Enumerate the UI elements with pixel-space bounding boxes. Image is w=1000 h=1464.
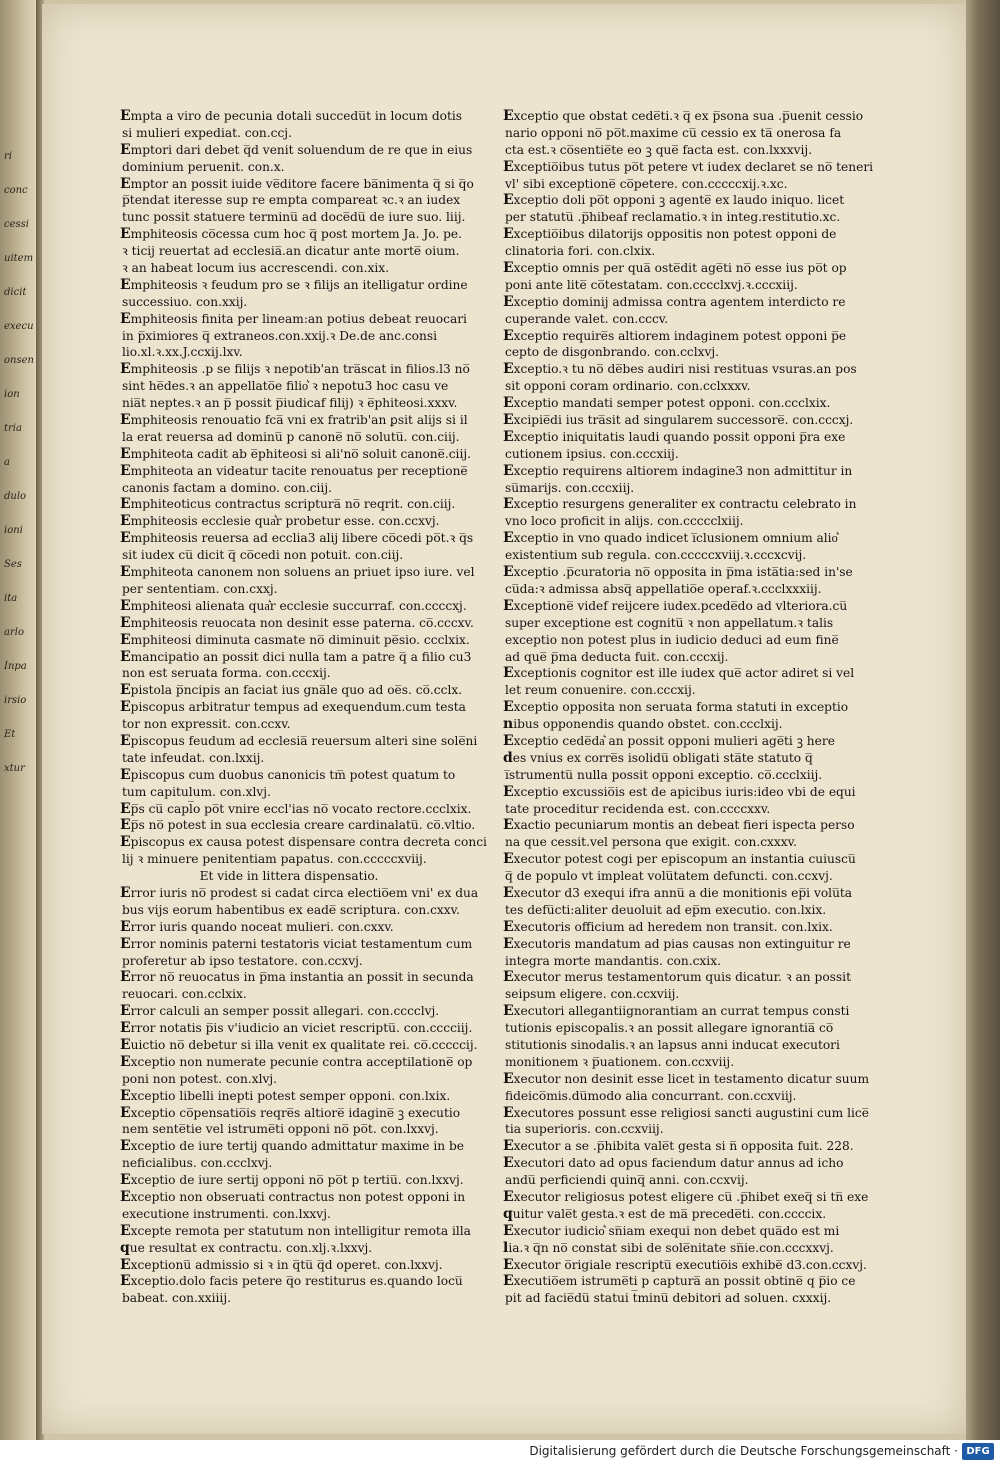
index-entry-line: neficialibus. con.ccclxvj. bbox=[122, 1156, 273, 1171]
facing-page-fragment: a bbox=[4, 457, 10, 468]
facing-page-fragment: dicit bbox=[4, 287, 27, 298]
index-entry-head: Exceptio que obstat cede̅ti.ꝛ q̅ ex p̅sona sua .p̅uenit cessio bbox=[503, 108, 864, 124]
index-entry-line: ꝛ an habeat locum ius accrescendi. con.xix. bbox=[122, 261, 389, 276]
index-entry-line: existentium sub regula. con.cccccxviij.ꝛ.cccxcvij. bbox=[505, 548, 807, 563]
index-entry-line: nia̅t neptes.ꝛ an p̅ possit p̅iudicaf filij) ꝛ e̅phiteosi.xxxv. bbox=[122, 396, 458, 411]
index-entry-head: Executor d3 exequi ifra annu̅ a die monitionis ep̅i volu̅ta bbox=[503, 884, 853, 901]
facing-page-fragment: irsio bbox=[4, 695, 27, 706]
index-entry-line: sit opponi coram ordinario. con.cclxxxv. bbox=[505, 379, 751, 394]
index-entry-line: babeat. con.xxiiij. bbox=[122, 1291, 231, 1306]
index-entry-line: cu̅da:ꝛ admissa absq̅ appellatio̅e operaf.ꝛ.ccclxxxiij. bbox=[505, 581, 822, 596]
index-entry-line: bus vijs eorum habentibus ex eade̅ scriptura. con.cxxv. bbox=[122, 902, 460, 917]
index-entry-line: ad que̅ p̅ma deducta fuit. con.cccxij. bbox=[505, 649, 729, 664]
index-entry-line: integra morte mandantis. con.cxix. bbox=[505, 953, 721, 968]
index-entry-line: pit ad facie̅du̅ statui t̅minu̅ debitori ad soluen. cxxxij. bbox=[505, 1291, 832, 1306]
index-entry-line: q̅ de populo vt impleat volu̅tatem defuncti. con.ccxvj. bbox=[505, 869, 833, 884]
index-entry-head: Exceptio opposita non seruata forma statuti in exceptio bbox=[503, 699, 849, 716]
index-entry-line: dominium peruenit. con.x. bbox=[122, 159, 285, 174]
index-entry-head: Exactio pecuniarum montis an debeat fieri ispecta perso bbox=[503, 817, 855, 834]
index-entry-head: Emphiteosi alienata qua͛r ecclesie succurraf. con.ccccxj. bbox=[120, 597, 467, 614]
index-entry-line: per sententiam. con.cxxj. bbox=[122, 581, 278, 596]
index-entry-line: vno loco proficit in alijs. con.ccccclxiij. bbox=[505, 514, 744, 529]
index-entry-head: Emphiteosis reuocata non desinit esse paterna. co̅.cccxv. bbox=[120, 614, 474, 631]
index-entry-head: nibus opponendis quando obstet. con.ccclxij. bbox=[503, 716, 783, 733]
index-entry-head: Exceptio iniquitatis laudi quando possit opponi p̅ra exe bbox=[503, 428, 846, 445]
index-entry-head: Error iuris quando noceat mulieri. con.cxxv. bbox=[120, 918, 394, 935]
index-entry-head: Executor merus testamentorum quis dicatur. ꝛ an possit bbox=[503, 969, 851, 986]
index-entry-line: andu̅ perficiendi quinq̅ anni. con.ccxvij. bbox=[505, 1173, 749, 1188]
index-entry-head: Executio̅em istrume̅ti p captura̅ an possit obtine̅ q p̅io ce bbox=[503, 1273, 856, 1290]
facing-page-fragment: ri bbox=[4, 151, 12, 162]
index-entry-head: Executoris officium ad heredem non transit. con.lxix. bbox=[503, 918, 833, 935]
index-entry-head: Exceptio mandati semper potest opponi. con.ccclxix. bbox=[503, 395, 831, 412]
index-entry-head: Exceptio .p̅curatoria no̅ opposita in p̅ma ista̅tia:sed in'se bbox=[503, 564, 853, 581]
facing-page-fragment: tria bbox=[4, 423, 22, 434]
index-entry-head: Exceptio de iure sertij opponi no̅ po̅t p tertiu̅. con.lxxvj. bbox=[120, 1172, 464, 1189]
index-entry-head: Executor o̅rigiale rescriptu̅ executio̅is exhibe̅ d3.con.ccxvj. bbox=[503, 1256, 867, 1273]
index-entry-line: si mulieri expediat. con.ccj. bbox=[122, 125, 292, 140]
facing-page-fragment: ion bbox=[4, 389, 20, 400]
index-entry-head: Executores possunt esse religiosi sancti augustini cum lice̅ bbox=[503, 1104, 869, 1121]
index-entry-head: Executor potest cogi per episcopum an instantia cuiuscu̅ bbox=[503, 851, 856, 868]
index-entry-line: super exceptione est cognitu̅ ꝛ non appellatum.ꝛ talis bbox=[505, 615, 834, 630]
index-entry-head: Emptor an possit iuide ve̅ditore facere ba̅nimenta q̅ si q̅o bbox=[120, 175, 474, 192]
right-text-column bbox=[503, 108, 874, 1307]
index-entry-line: exceptio non potest plus in iudicio deduci ad eum fine̅ bbox=[505, 632, 839, 647]
index-entry-head: Exceptio in vno quado indicet i̅clusionem omnium alio͛ bbox=[503, 530, 838, 547]
index-entry-head: Exceptione̅ videf reijcere iudex.pcede̅do ad vlteriora.cu̅ bbox=[503, 597, 848, 614]
index-entry-line: seipsum eligere. con.ccxviij. bbox=[505, 987, 680, 1002]
index-entry-head: Emphiteosis reuersa ad ecclia3 alij libere co̅cedi po̅t.ꝛ q̅s bbox=[120, 530, 474, 547]
index-entry-head: Epistola p̅ncipis an faciat ius gna̅le quo ad oe̅s. co̅.cclx. bbox=[120, 682, 463, 699]
left-text-column bbox=[120, 108, 487, 1307]
index-entry-line: na que cessit.vel persona que exigit. con.cxxxv. bbox=[505, 835, 797, 850]
index-entry-head: Emphiteota cadit ab e̅phiteosi si ali'no̅ soluit canone̅.ciij. bbox=[120, 445, 471, 462]
facing-page-fragment: dulo bbox=[4, 491, 27, 502]
facing-page-fragment: arlo bbox=[4, 627, 24, 638]
index-entry-head: Emancipatio an possit dici nulla tam a patre q̅ a filio cu3 bbox=[120, 648, 472, 665]
facing-page-fragment: uitem bbox=[4, 253, 34, 264]
index-entry-line: la erat reuersa ad dominu̅ p canone̅ no̅ solutu̅. con.ciij. bbox=[122, 429, 460, 444]
index-entry-head: Emphiteoticus contractus scriptura̅ no̅ reqrit. con.ciij. bbox=[120, 496, 456, 513]
index-entry-line: tunc possit statuere terminu̅ ad doce̅du̅ de iure suo. liij. bbox=[122, 210, 466, 225]
index-entry-head: Emphiteota an videatur tacite renouatus per receptione̅ bbox=[120, 462, 468, 479]
index-entry-head: Ep̅s no̅ potest in sua ecclesia creare cardinalatu̅. co̅.vltio. bbox=[120, 817, 476, 834]
facing-page-fragment: conc bbox=[4, 185, 28, 196]
index-entry-line: tutionis episcopalis.ꝛ an possit allegare ignorantia̅ co̅ bbox=[505, 1021, 834, 1036]
facing-page-fragment: Et bbox=[4, 729, 16, 740]
index-entry-head: Executor iudicio͛ sn̅iam exequi non debet qua̅do est mi bbox=[503, 1222, 840, 1239]
index-entry-head: Exceptio non obseruati contractus non potest opponi in bbox=[120, 1189, 466, 1205]
index-entry-head: Excipie̅di ius tra̅sit ad singularem successore̅. con.cccxj. bbox=[503, 412, 854, 429]
index-entry-line: poni ante lite̅ co̅testatam. con.cccclxvj.ꝛ.cccxiij. bbox=[505, 277, 798, 292]
index-entry-head: Exceptionu̅ admissio si ꝛ in q̅tu̅ q̅d operet. con.lxxvj. bbox=[120, 1256, 443, 1273]
index-entry-head: Executor a se .p̅hibita vale̅t gesta si n̅ opposita fuit. 228. bbox=[503, 1138, 854, 1155]
index-entry-head: Exceptio excussio̅is est de apicibus iuris:ideo vbi de equi bbox=[503, 783, 856, 800]
index-entry-head: Error iuris no̅ prodest si cadat circa electio̅em vni' ex dua bbox=[120, 884, 479, 901]
index-entry-head: Exceptio omnis per qua̅ oste̅dit age̅ti no̅ esse ius po̅t op bbox=[503, 260, 847, 277]
facing-page-fragment: Ses bbox=[4, 559, 22, 570]
index-entry-line: cepto de disgonbrando. con.cclxvj. bbox=[505, 345, 720, 360]
footer-credit: Digitalisierung gefördert durch die Deutsche Forschungsgemeinschaft · bbox=[529, 1444, 958, 1458]
index-entry-head: Ep̅s cu̅ capl̅o po̅t vnire eccl'ias no̅ vocato rectore.ccclxix. bbox=[120, 800, 472, 817]
index-entry-head: Error calculi an semper possit allegari. con.cccclvj. bbox=[120, 1003, 440, 1020]
index-entry-line: sit iudex cu̅ dicit q̅ co̅cedi non potuit. con.ciij. bbox=[122, 548, 404, 563]
index-entry-head: des vnius ex corre̅s isolidu̅ obligati sta̅te statuto q̅ bbox=[503, 749, 813, 766]
index-entry-head: Exceptio de iure tertij quando admittatur maxime in be bbox=[120, 1138, 465, 1155]
index-entry-head: Exceptio require̅s altiorem indaginem potest opponi p̅e bbox=[503, 327, 847, 344]
index-entry-line: non est seruata forma. con.cccxij. bbox=[122, 666, 331, 681]
index-entry-head: quitur vale̅t gesta.ꝛ est de ma̅ precede̅ti. con.ccccix. bbox=[503, 1205, 827, 1222]
facing-page-fragment: ioni bbox=[4, 525, 23, 536]
index-entry-line: lio.xl.ꝛ.xx.J.ccxij.lxv. bbox=[122, 345, 243, 360]
index-entry-line: p̅tendat iteresse sup re empta compareat ꝛc.ꝛ an iudex bbox=[122, 193, 461, 208]
index-entry-line: tia superioris. con.ccxviij. bbox=[505, 1122, 664, 1137]
facing-page-fragment: xtur bbox=[4, 763, 25, 774]
index-entry-line: vl' sibi exceptione̅ co̅petere. con.cccccxij.ꝛ.xc. bbox=[505, 176, 788, 191]
index-entry-line: i̅strumentu̅ nulla possit opponi exceptio. co̅.ccclxiij. bbox=[505, 767, 823, 782]
facing-page-fragment: Inpa bbox=[4, 661, 27, 672]
footer-bar bbox=[0, 1440, 1000, 1464]
index-entry-line: reuocari. con.cclxix. bbox=[122, 987, 247, 1002]
index-entry-line: successiuo. con.xxij. bbox=[122, 294, 248, 309]
index-entry-head: Euictio no̅ debetur si illa venit ex qualitate rei. co̅.cccccij. bbox=[120, 1036, 478, 1053]
index-entry-head: Exceptio.ꝛ tu no̅ de̅bes audiri nisi restituas vsuras.an pos bbox=[503, 361, 857, 378]
index-entry-line: in p̅ximiores q̅ extraneos.con.xxij.ꝛ De.de anc.consi bbox=[122, 328, 437, 343]
index-entry-head: Executoris mandatum ad pias causas non extinguitur re bbox=[503, 935, 851, 952]
index-entry-head: Exceptionis cognitor est ille iudex que̅ actor adiret si vel bbox=[503, 665, 855, 682]
index-entry-head: Emphiteosis ecclesie qua͛r probetur esse. con.ccxvj. bbox=[120, 513, 440, 530]
index-entry-head: Emphiteosis finita per lineam:an potius debeat reuocari bbox=[120, 310, 467, 327]
index-entry-line: canonis factam a domino. con.ciij. bbox=[122, 480, 332, 495]
index-entry-head: lia.ꝛ q̅n no̅ constat sibi de sole̅nitate sn̅ie.con.cccxxvj. bbox=[503, 1239, 834, 1256]
index-entry-line: cuperande valet. con.cccv. bbox=[505, 311, 669, 326]
index-entry-line: monitionem ꝛ p̅uationem. con.ccxviij. bbox=[505, 1054, 735, 1069]
index-entry-line: sint he̅des.ꝛ an appellato̅e filio͛ ꝛ nepotu3 hoc casu ve bbox=[122, 379, 449, 394]
index-entry-line: per statutu̅ .p̅hibeaf reclamatio.ꝛ in integ.restitutio.xc. bbox=[505, 210, 841, 225]
index-entry-line: let reum conuenire. con.cccxij. bbox=[505, 683, 696, 698]
index-entry-line: stitutionis sinodalis.ꝛ an lapsus anni inducat executori bbox=[505, 1037, 840, 1052]
index-entry-line: cta est.ꝛ co̅sentie̅te eo ꝫ que̅ facta est. con.lxxxvij. bbox=[505, 142, 813, 157]
index-entry-head: Exceptio̅ibus dilatorijs oppositis non potest opponi de bbox=[503, 226, 837, 243]
index-entry-head: Episcopus arbitratur tempus ad exequendum.cum testa bbox=[120, 699, 466, 716]
index-entry-head: Exceptio non numerate pecunie contra acceptilatione̅ op bbox=[120, 1053, 473, 1070]
facing-page-fragment: onsen bbox=[4, 355, 34, 366]
index-entry-head: Emphiteosi diminuta casmate no̅ diminuit pe̅sio. ccclxix. bbox=[120, 631, 470, 648]
index-entry-line: ꝛ ticij reuertat ad ecclesia̅.an dicatur ante morte̅ oium. bbox=[122, 244, 460, 259]
index-entry-line: proferetur ab ipso testatore. con.ccxvj. bbox=[122, 953, 363, 968]
index-entry-line: poni non potest. con.xlvj. bbox=[122, 1071, 278, 1086]
index-entry-head: Emptori dari debet q̅d venit soluendum de re que in eius bbox=[120, 141, 473, 158]
index-entry-line: tate proceditur recidenda est. con.ccccxxv. bbox=[505, 801, 771, 816]
facing-page-fragment: ita bbox=[4, 593, 18, 604]
index-entry-head: que resultat ex contractu. con.xlj.ꝛ.lxxvj. bbox=[120, 1239, 373, 1256]
index-entry-line: cutionem ipsius. con.cccxiij. bbox=[505, 446, 679, 461]
index-entry-head: Exceptio co̅pensatio̅is reqre̅s altiore̅ idagine̅ ꝫ executio bbox=[120, 1104, 461, 1121]
index-entry-head: Exceptio doli po̅t opponi ꝫ agente̅ ex laudo iniquo. licet bbox=[503, 192, 845, 209]
index-entry-head: Exceptio.dolo facis petere q̅o restiturus es.quando locu̅ bbox=[120, 1273, 463, 1290]
index-entry-line: tum capitulum. con.xlvj. bbox=[122, 784, 271, 799]
index-entry-line: tate infeudat. con.lxxij. bbox=[122, 750, 265, 765]
index-entry-line: clinatoria fori. con.clxix. bbox=[505, 244, 656, 259]
index-entry-line: nem sente̅tie vel istrume̅ti opponi no̅ po̅t. con.lxxvj. bbox=[122, 1122, 439, 1137]
index-entry-head: Episcopus ex causa potest dispensare contra decreta conci bbox=[120, 834, 487, 851]
index-entry-head: Episcopus cum duobus canonicis tm̅ potest quatum to bbox=[120, 766, 456, 783]
index-entry-head: Exceptio requirens altiorem indagine3 non admittitur in bbox=[503, 462, 853, 479]
index-entry-head: Exceptio̅ibus tutus po̅t petere vt iudex declaret se no̅ teneri bbox=[503, 158, 874, 175]
index-entry-line: Et vide in littera dispensatio. bbox=[199, 869, 379, 884]
index-entry-head: Empta a viro de pecunia dotali succedu̅t in locum dotis bbox=[120, 108, 463, 124]
dfg-logo[interactable]: DFG bbox=[962, 1443, 994, 1460]
index-entry-line: tes defu̅cti:aliter deuoluit ad ep̅m executio. con.lxix. bbox=[505, 902, 827, 917]
index-entry-head: Executori dato ad opus faciendum datur annus ad icho bbox=[503, 1155, 844, 1172]
index-entry-head: Error nominis paterni testatoris viciat testamentum cum bbox=[120, 935, 473, 952]
index-entry-head: Episcopus feudum ad ecclesia̅ reuersum alteri sine sole̅ni bbox=[120, 732, 478, 749]
index-entry-line: tor non expressit. con.ccxv. bbox=[122, 717, 291, 732]
index-entry-head: Exceptio dominij admissa contra agentem interdicto re bbox=[503, 293, 846, 310]
index-entry-line: su̅marijs. con.cccxiij. bbox=[505, 480, 635, 495]
index-entry-head: Emphiteosis co̅cessa cum hoc q̅ post mortem Ja. Jo. pe. bbox=[120, 226, 462, 243]
facing-page-edge bbox=[0, 0, 40, 1440]
index-entry-head: Executor non desinit esse licet in testamento dicatur suum bbox=[503, 1070, 870, 1087]
book-page-edges bbox=[966, 0, 1000, 1440]
index-entry-head: Error notatis p̅is v'iudicio an viciet rescriptu̅. con.cccciij. bbox=[120, 1020, 473, 1037]
index-entry-line: lij ꝛ minuere penitentiam papatus. con.cccccxviij. bbox=[122, 852, 427, 867]
index-entry-head: Exceptio resurgens generaliter ex contractu celebrato in bbox=[503, 496, 857, 513]
index-entry-head: Exceptio cede̅da͛ an possit opponi mulieri age̅ti ꝫ here bbox=[503, 732, 835, 749]
index-entry-head: Exceptio libelli inepti potest semper opponi. con.lxix. bbox=[120, 1087, 451, 1104]
index-entry-head: Emphiteosis renouatio fca̅ vni ex fratrib'an ꝑsit alijs si il bbox=[120, 412, 468, 429]
index-entry-head: Executor religiosus potest eligere cu̅ .p̅hibet exeq̅ si tn̅ exe bbox=[503, 1189, 869, 1205]
index-entry-head: Error no̅ reuocatus in p̅ma instantia an possit in secunda bbox=[120, 969, 474, 986]
index-entry-head: Emphiteota canonem non soluens an priuet ipso iure. vel bbox=[120, 564, 475, 581]
facing-page-fragment: execu bbox=[4, 321, 34, 332]
index-entry-head: Emphiteosis .p se filijs ꝛ nepotib'an tra̅scat in filios.l3 no̅ bbox=[120, 361, 470, 378]
index-entry-line: fideico̅mis.du̅modo alia concurrant. con.ccxviij. bbox=[505, 1088, 797, 1103]
index-entry-head: Executori allegantiignorantiam an currat tempus consti bbox=[503, 1003, 850, 1020]
index-entry-line: nario opponi no̅ po̅t.maxime cu̅ cessio ex ta̅ onerosa fa bbox=[505, 125, 842, 140]
facing-page-fragment: cessi bbox=[4, 219, 29, 230]
index-entry-line: executione instrumenti. con.lxxvj. bbox=[122, 1206, 331, 1221]
index-entry-head: Emphiteosis ꝛ feudum pro se ꝛ filijs an itelligatur ordine bbox=[120, 276, 468, 293]
index-entry-head: Excepte remota per statutum non intelligitur remota illa bbox=[120, 1222, 471, 1239]
